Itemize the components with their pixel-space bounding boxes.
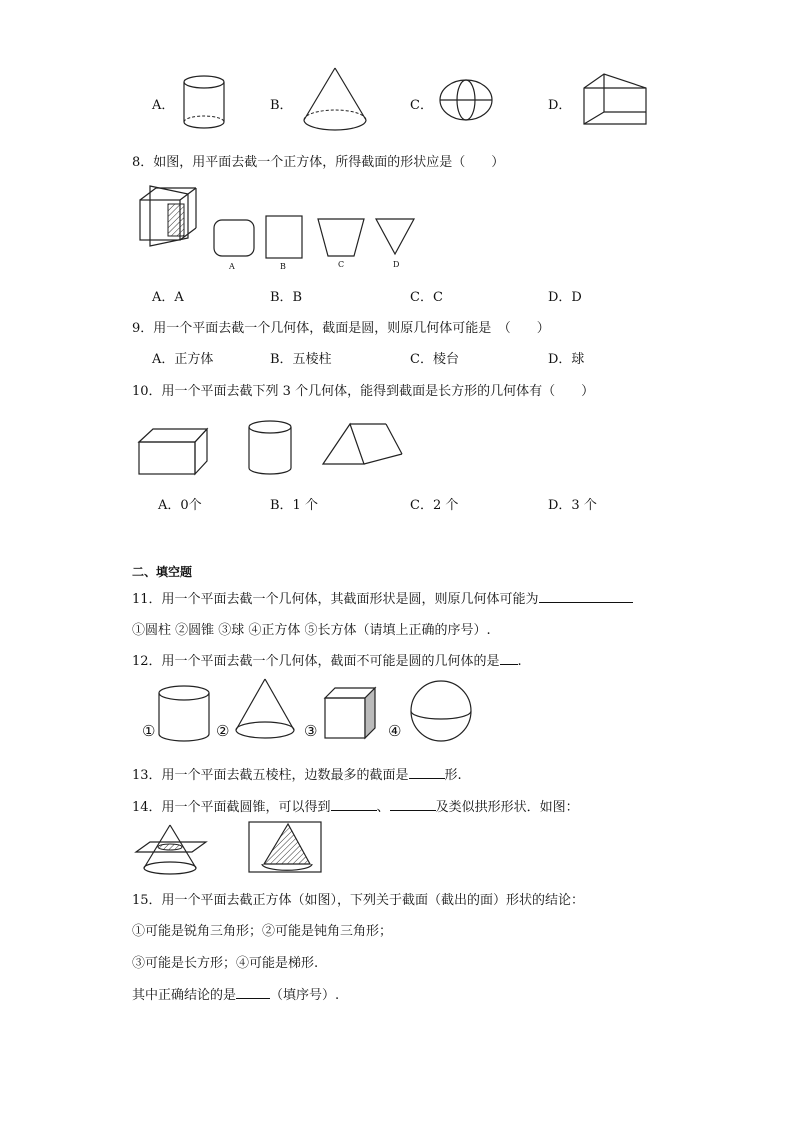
q11-options: ①圆柱 ②圆锥 ③球 ④正方体 ⑤长方体（请填上正确的序号）. — [132, 623, 491, 638]
q12-end: . — [517, 654, 522, 669]
q15-answer-blank[interactable] — [236, 986, 270, 999]
q12-fig-label-2: ② — [216, 722, 230, 740]
q12-fig-label-1: ① — [142, 722, 156, 740]
q15-stem: 15．用一个平面去截正方体（如图），下列关于截面（截出的面）形状的结论： — [132, 893, 585, 908]
q7-cone-figure — [300, 66, 370, 136]
q7-option-c-label: C． — [410, 98, 433, 113]
q8-stem: 8．如图，用平面去截一个正方体，所得截面的形状应是（ ） — [132, 155, 505, 170]
q7-sphere-figure — [438, 78, 494, 126]
q12-fig-label-4: ④ — [388, 722, 402, 740]
q10-option-c: C．2 个 — [410, 498, 459, 513]
section-title: 二、填空题 — [132, 565, 193, 579]
q8-option-c: C．C — [410, 290, 443, 305]
q10-cuboid-figure — [136, 426, 212, 478]
q8-shape-c-trapezoid — [316, 216, 366, 260]
q14-stem: 14．用一个平面截圆锥，可以得到 — [132, 800, 331, 815]
q10-option-d: D．3 个 — [548, 498, 597, 513]
q8-fig-label-a: A — [229, 262, 235, 271]
q10-option-b: B．1 个 — [270, 498, 318, 513]
q9-stem: 9．用一个平面去截一个几何体，截面是圆，则原几何体可能是 （ ） — [132, 321, 550, 336]
q8-option-b: B．B — [270, 290, 303, 305]
q8-fig-label-c: C — [338, 260, 345, 269]
q9-option-d: D．球 — [548, 352, 585, 367]
q10-triangular-prism-figure — [320, 418, 406, 468]
q10-cylinder-figure — [246, 418, 296, 478]
q12-cube-figure — [322, 686, 378, 742]
q7-option-a-label: A． — [152, 98, 175, 113]
q8-shape-d-triangle — [374, 216, 418, 258]
q15-line-4-prefix: 其中正确结论的是 — [132, 988, 237, 1003]
q12-cone-figure — [232, 676, 298, 746]
q12-fig-label-3: ③ — [304, 722, 318, 740]
q10-stem: 10．用一个平面去截下列 3 个几何体，能得到截面是长方形的几何体有（ ） — [132, 384, 595, 399]
q9-option-b: B．五棱柱 — [270, 352, 332, 367]
q15-line-2: ①可能是锐角三角形；②可能是钝角三角形； — [132, 924, 393, 939]
q8-option-a: A．A — [152, 290, 184, 305]
q8-option-d: D．D — [548, 290, 582, 305]
q12-stem: 12．用一个平面去截一个几何体，截面不可能是圆的几何体的是 — [132, 654, 500, 669]
q9-option-a: A．正方体 — [152, 352, 214, 367]
q14-cone-vertical-cut-figure — [246, 820, 326, 876]
q14-cone-horizontal-cut-figure — [134, 822, 210, 878]
q14-answer-blank-2[interactable] — [390, 798, 436, 811]
q7-option-d-label: D． — [548, 98, 572, 113]
q15-line-4-suffix: （填序号）. — [270, 988, 340, 1003]
q11-stem: 11．用一个平面去截一个几何体，其截面形状是圆，则原几何体可能为 — [132, 592, 539, 607]
q7-prism-figure — [580, 70, 650, 130]
q8-shape-a-rounded-square — [212, 218, 256, 260]
q13-answer-blank[interactable] — [409, 766, 445, 779]
q8-fig-label-d: D — [393, 260, 400, 269]
q8-cube-section-figure — [136, 186, 206, 246]
q14-mid: 、 — [376, 800, 390, 815]
q14-end: 及类似拱形形状．如图： — [435, 800, 579, 815]
q8-shape-b-rectangle — [264, 214, 304, 260]
q14-stem-line — [132, 796, 579, 815]
q7-cylinder-figure — [180, 72, 230, 134]
q9-option-c: C．棱台 — [410, 352, 459, 367]
q8-fig-label-b: B — [280, 262, 286, 271]
q15-line-4 — [132, 984, 339, 1003]
q12-sphere-figure — [408, 678, 474, 744]
q12-answer-blank[interactable] — [500, 652, 518, 665]
q11-answer-blank[interactable] — [539, 590, 633, 603]
q11-stem-line — [132, 588, 633, 607]
q13-end: 形. — [444, 768, 462, 783]
q10-option-a: A．0个 — [158, 498, 202, 513]
q13-stem-line — [132, 764, 462, 783]
q13-stem: 13．用一个平面去截五棱柱，边数最多的截面是 — [132, 768, 409, 783]
q7-option-b-label: B． — [270, 98, 293, 113]
q12-stem-line — [132, 650, 522, 669]
q14-answer-blank-1[interactable] — [331, 798, 377, 811]
q12-cylinder-figure — [156, 684, 214, 744]
q15-line-3: ③可能是长方形；④可能是梯形. — [132, 956, 319, 971]
